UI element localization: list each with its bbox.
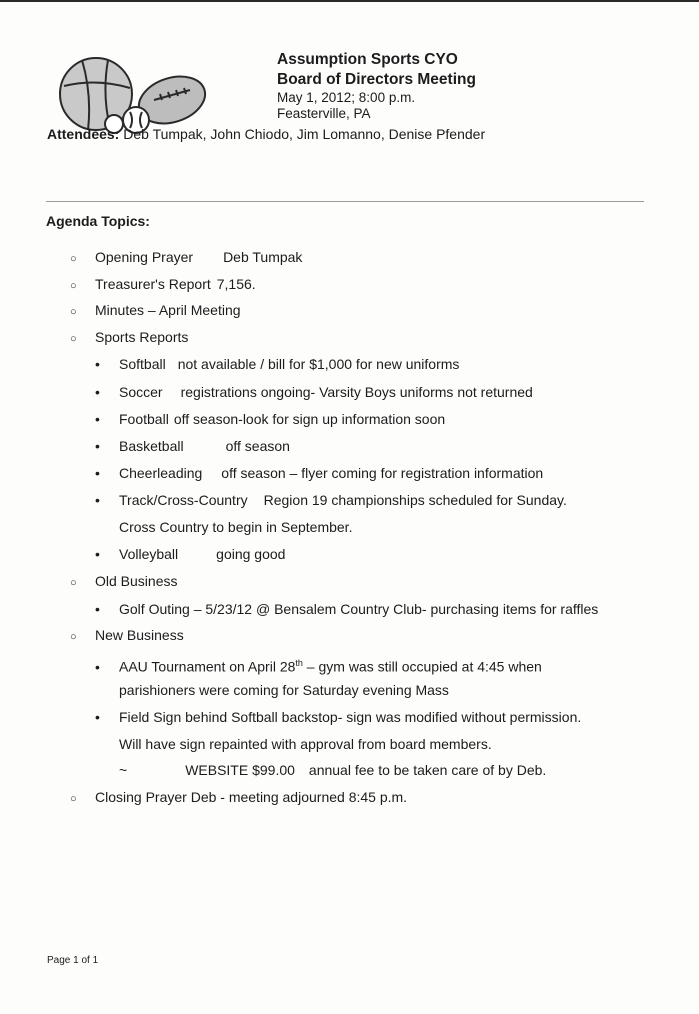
scan-top-edge	[0, 0, 699, 2]
sport-report-soccer: • Soccer registrations ongoing- Varsity Boys uniforms not returned	[95, 384, 533, 400]
attendees-names: Deb Tumpak, John Chiodo, Jim Lomanno, Denise Pfender	[123, 126, 486, 142]
dot-bullet-icon: •	[95, 546, 100, 562]
meeting-date: May 1, 2012; 8:00 p.m.	[277, 90, 416, 105]
circle-bullet-icon: ○	[70, 306, 77, 318]
agenda-item-closing-prayer: ○ Closing Prayer Deb - meeting adjourned 8:45 p.m.	[70, 788, 407, 808]
attendees-line	[47, 126, 485, 142]
sport-report-football: • Football off season-look for sign up information soon	[95, 411, 446, 427]
circle-bullet-icon: ○	[70, 333, 77, 345]
attendees-label: Attendees:	[47, 126, 120, 142]
agenda-item-new-business: ○ New Business	[70, 626, 184, 646]
old-business-golf-outing: • Golf Outing – 5/23/12 @ Bensalem Country Club- purchasing items for raffles	[95, 601, 599, 617]
divider	[46, 201, 644, 202]
circle-bullet-icon: ○	[70, 793, 77, 805]
dot-bullet-icon: •	[95, 492, 100, 508]
sport-report-track: • Track/Cross-Country Region 19 championships scheduled for Sunday.	[95, 492, 567, 508]
sport-report-cheerleading: • Cheerleading off season – flyer coming for registration information	[95, 465, 544, 481]
dot-bullet-icon: •	[95, 356, 100, 372]
new-business-field-sign: • Field Sign behind Softball backstop- sign was modified without permission.	[95, 709, 582, 725]
dot-bullet-icon: •	[95, 384, 100, 400]
agenda-item-sports-reports: ○ Sports Reports	[70, 328, 188, 348]
circle-bullet-icon: ○	[70, 631, 77, 643]
page-number: Page 1 of 1	[47, 955, 99, 966]
meeting-header	[277, 50, 476, 122]
circle-bullet-icon: ○	[70, 577, 77, 589]
dot-bullet-icon: •	[95, 465, 100, 481]
dot-bullet-icon: •	[95, 438, 100, 454]
organization-name: Assumption Sports CYO	[277, 51, 458, 68]
dot-bullet-icon: •	[95, 658, 100, 675]
circle-bullet-icon: ○	[70, 280, 77, 292]
new-business-website: ~ WEBSITE $99.00 annual fee to be taken care of by Deb.	[119, 762, 547, 778]
meeting-location: Feasterville, PA	[277, 106, 371, 121]
circle-bullet-icon: ○	[70, 253, 77, 265]
meeting-title: Board of Directors Meeting	[277, 71, 476, 88]
agenda-item-old-business: ○ Old Business	[70, 572, 177, 592]
dot-bullet-icon: •	[95, 601, 100, 617]
new-business-field-sign-continuation: Will have sign repainted with approval from board members.	[119, 736, 492, 752]
dot-bullet-icon: •	[95, 411, 100, 427]
new-business-aau-continuation: parishioners were coming for Saturday evening Mass	[119, 682, 449, 698]
dot-bullet-icon: •	[95, 709, 100, 725]
sport-report-basketball: • Basketball off season	[95, 438, 290, 454]
tilde-marker: ~	[119, 762, 128, 778]
new-business-aau: • AAU Tournament on April 28th – gym was still occupied at 4:45 when	[95, 658, 542, 675]
agenda-item-opening-prayer: ○ Opening Prayer Deb Tumpak	[70, 248, 302, 268]
agenda-item-minutes: ○ Minutes – April Meeting	[70, 301, 241, 321]
agenda-heading: Agenda Topics:	[46, 213, 150, 229]
sport-report-softball: • Softball not available / bill for $1,000 for new uniforms	[95, 356, 460, 372]
sport-report-volleyball: • Volleyball going good	[95, 546, 286, 562]
agenda-item-treasurer: ○ Treasurer's Report 7,156.	[70, 275, 256, 295]
sport-report-track-continuation: Cross Country to begin in September.	[119, 519, 353, 535]
